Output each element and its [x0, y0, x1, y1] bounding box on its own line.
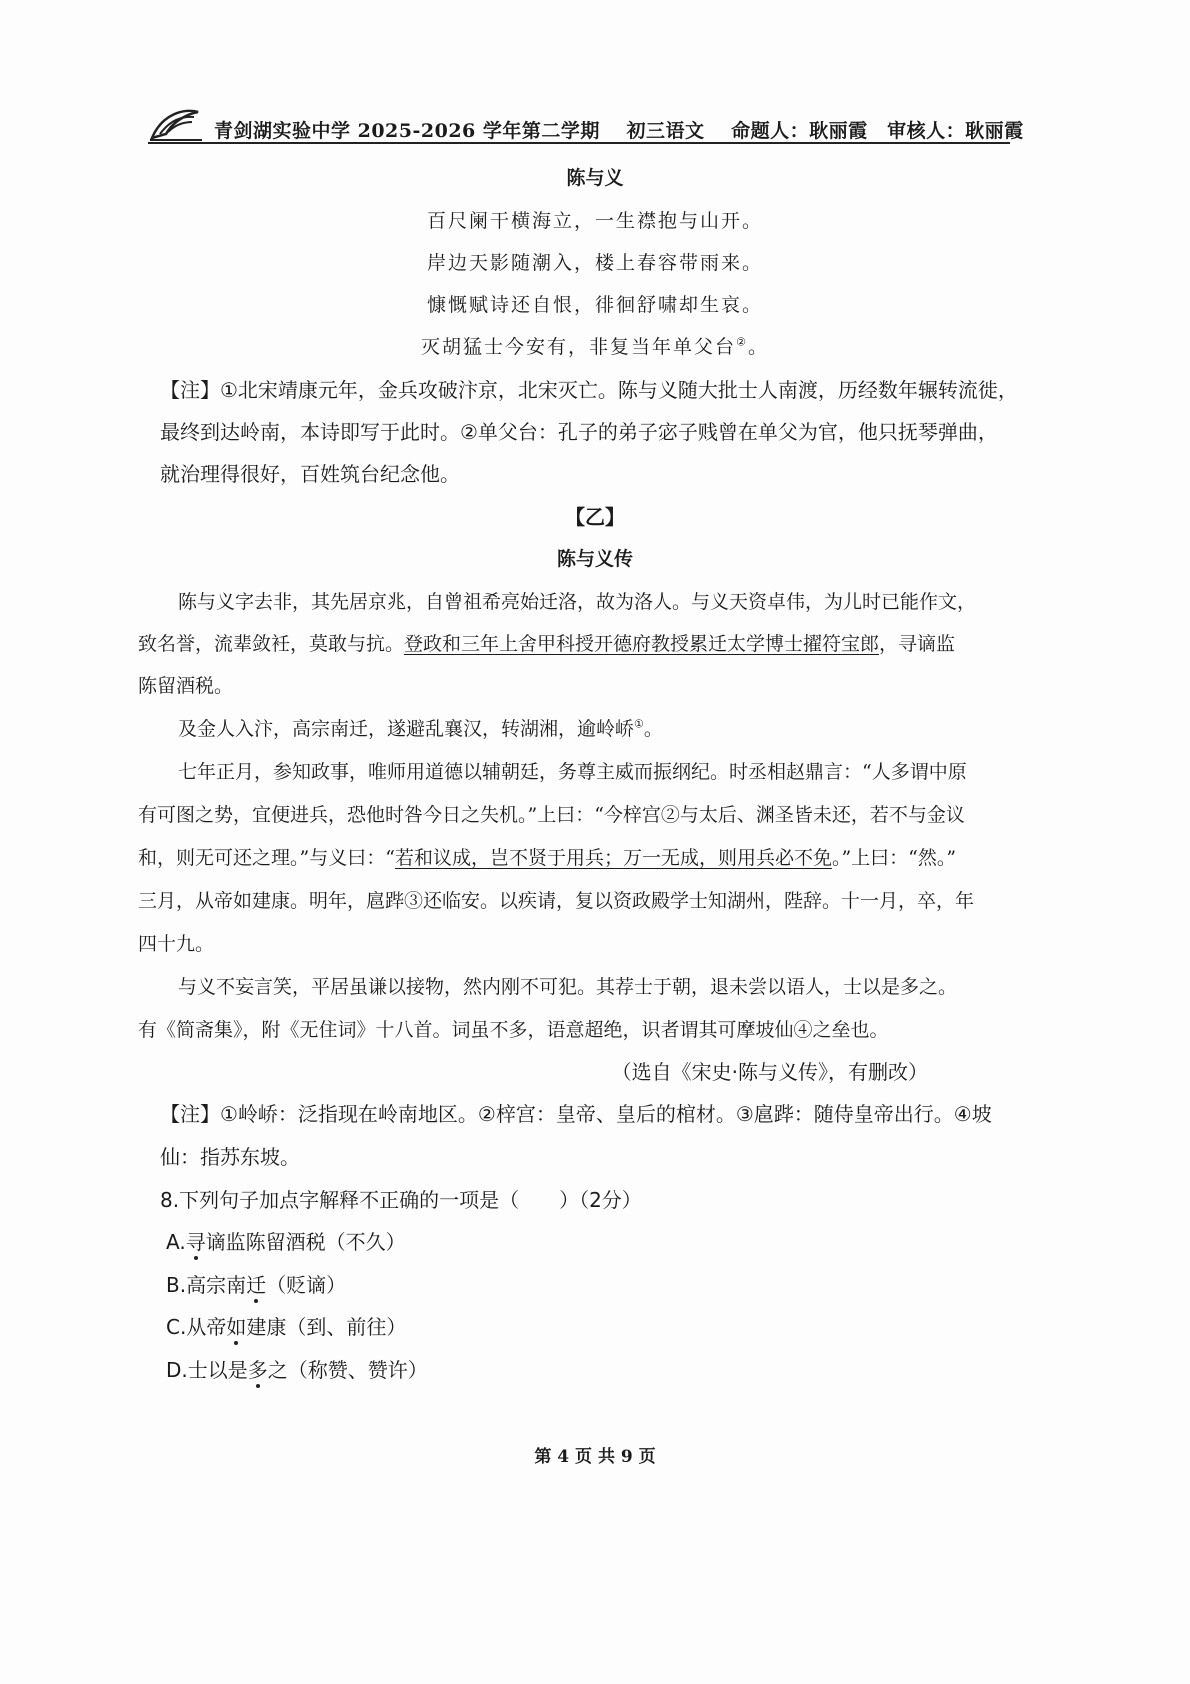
dotted-char: 迁 [246, 1273, 267, 1297]
bio-p2-text: 及金人入汴，高宗南迁，遂避乱襄汉，转湖湘，逾岭峤 [178, 718, 635, 740]
bio-p1-line-2-a: 致名誉，流辈敛衽，莫敢与抗。 [138, 633, 405, 655]
poem-line-4-text: 灭胡猛士今安有，非复当年单父台 [421, 336, 737, 358]
note1-line-2: 最终到达岭南，本诗即写于此时。②单父台：孔子的弟子宓子贱曾在单父为官，他只抚琴弹曲， [160, 420, 998, 444]
bio-p3-line-3-b: 。”上曰：“然。” [831, 847, 957, 869]
question-8-option-a[interactable]: A.寻谪监陈留酒税（不久） [166, 1230, 406, 1254]
bio-p1-line-1: 陈与义字去非，其先居京兆，自曾祖希亮始迁洛，故为洛人。与义天资卓伟，为儿时已能作文， [178, 591, 977, 613]
dotted-char: 如 [226, 1315, 247, 1339]
dotted-char: 多 [247, 1358, 268, 1382]
note2-line-2: 仙：指苏东坡。 [160, 1145, 300, 1169]
bio-p3-line-3 [138, 843, 956, 870]
header-text: 青剑湖实验中学 2025-2026 学年第二学期 初三语文 命题人：耿丽霞 审核人：耿丽霞 [214, 120, 1024, 142]
bio-p4-line-1: 与义不妄言笑，平居虽谦以接物，然内刚不可犯。其荐士于朝，退未尝以语人，士以是多之。 [178, 976, 958, 998]
page-number: 第 4 页 共 9 页 [534, 1447, 656, 1467]
bio-p3-line-1: 七年正月，参知政事，唯师用道德以辅朝廷，务尊主威而振纲纪。时丞相赵鼎言：“人多谓中原 [178, 761, 967, 783]
bio-p1-line-3: 陈留酒税。 [138, 675, 234, 697]
page-header [148, 104, 1024, 144]
bio-p2-end: 。 [643, 718, 663, 740]
bio-p2 [178, 714, 663, 741]
bio-p3-line-2: 有可图之势，宜便进兵，恐他时咎今日之失机。”上曰：“今梓宫②与太后、渊圣皆未还，若不与金议 [138, 804, 965, 826]
question-8-option-d[interactable]: D.士以是多之（称赞、赞许） [166, 1358, 428, 1382]
note2-line-1: 【注】①岭峤：泛指现在岭南地区。②梓宫：皇帝、皇后的棺材。③扈跸：随侍皇帝出行。④坡 [160, 1102, 992, 1126]
underlined-sentence-2: 若和议成，岂不贤于用兵；万一无成，则用兵必不免 [394, 847, 832, 869]
bio-p2-note-mark: ① [634, 717, 644, 731]
bio-p3-line-4: 三月，从帝如建康。明年，扈跸③还临安。以疾请，复以资政殿学士知湖州，陛辞。十一月，卒，年 [138, 890, 975, 912]
poem-title: 陈与义 [566, 167, 624, 189]
dotted-char: 寻 [185, 1230, 206, 1254]
section-b-title: 陈与义传 [556, 548, 633, 570]
bio-p4-line-2: 有《简斋集》，附《无住词》十八首。词虽不多，语意超绝，识者谓其可摩坡仙④之垒也。 [138, 1019, 889, 1041]
question-8-option-c[interactable]: C.从帝如建康（到、前往） [166, 1315, 407, 1339]
question-8-stem: 8.下列句子加点字解释不正确的一项是（ ）（2分） [160, 1188, 642, 1212]
bio-p3-line-3-a: 和，则无可还之理。”与义曰：“ [138, 847, 395, 869]
section-b-label: 【乙】 [565, 505, 625, 529]
poem-line-3: 慷慨赋诗还自恨，徘徊舒啸却生哀。 [426, 294, 763, 316]
note1-line-3: 就治理得很好，百姓筑台纪念他。 [160, 462, 460, 486]
poem-line-2: 岸边天影随潮入，楼上春容带雨来。 [426, 252, 763, 274]
source-citation: （选自《宋史·陈与义传》，有删改） [611, 1060, 928, 1084]
header-divider [148, 142, 1010, 144]
poem-line-4: 灭胡猛士今安有，非复当年单父台②。 [421, 335, 769, 358]
underlined-sentence-1: 登政和三年上舍甲科授开德府教授累迁太学博士擢符宝郎 [404, 633, 880, 655]
bio-p3-line-5: 四十九。 [138, 933, 215, 955]
school-logo-icon [148, 104, 204, 142]
poem-line-1: 百尺阑干横海立，一生襟抱与山开。 [426, 210, 763, 232]
bio-p1-line-2 [138, 629, 955, 656]
note1-line-1: 【注】①北宋靖康元年，金兵攻破汴京，北宋灭亡。陈与义随大批士人南渡，历经数年辗转流徙， [160, 378, 1018, 402]
question-8-option-b[interactable]: B.高宗南迁（贬谪） [166, 1273, 347, 1297]
bio-p1-line-2-b: ，寻谪监 [879, 633, 956, 655]
poem-line-4-note-mark: ② [736, 335, 748, 349]
